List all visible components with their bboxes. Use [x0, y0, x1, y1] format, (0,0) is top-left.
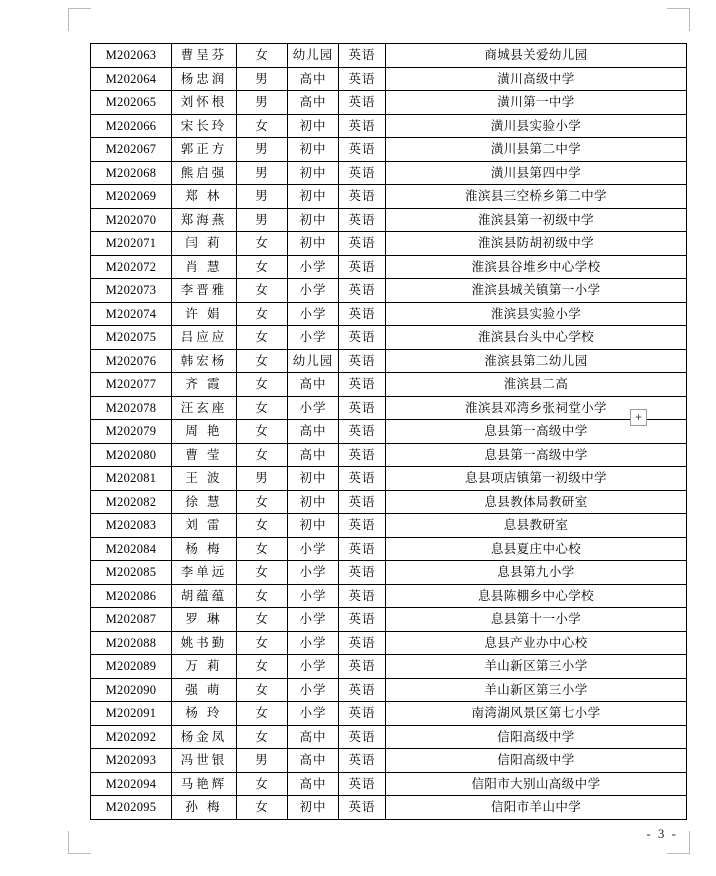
table-cell: 冯世银 [172, 749, 237, 773]
table-cell: M202092 [91, 725, 172, 749]
table-cell: M202091 [91, 702, 172, 726]
table-cell: 姚书勤 [172, 631, 237, 655]
table-cell: 女 [237, 443, 288, 467]
table-cell: 息县陈棚乡中心学校 [386, 584, 687, 608]
table-cell: 初中 [288, 490, 339, 514]
table-cell: 英语 [339, 326, 386, 350]
table-cell: 杨忠润 [172, 67, 237, 91]
table-cell: 英语 [339, 561, 386, 585]
table-row [91, 208, 687, 232]
table-cell: 郑 林 [172, 185, 237, 209]
table-cell: 初中 [288, 208, 339, 232]
table-cell: 女 [237, 396, 288, 420]
table-cell: 高中 [288, 772, 339, 796]
table-cell: 女 [237, 608, 288, 632]
table-cell: 女 [237, 420, 288, 444]
table-cell: 英语 [339, 91, 386, 115]
crop-mark-top-right [667, 8, 690, 31]
table-cell: 女 [237, 279, 288, 303]
table-cell: 英语 [339, 749, 386, 773]
table-cell: 高中 [288, 420, 339, 444]
table-row [91, 584, 687, 608]
table-cell: 男 [237, 208, 288, 232]
table-cell: M202065 [91, 91, 172, 115]
table-cell: 男 [237, 161, 288, 185]
table-cell: 孙 梅 [172, 796, 237, 820]
table-cell: 女 [237, 796, 288, 820]
table-cell: 淮滨县二高 [386, 373, 687, 397]
table-cell: 小学 [288, 537, 339, 561]
table-cell: 初中 [288, 467, 339, 491]
table-cell: 英语 [339, 185, 386, 209]
table-cell: 齐 霞 [172, 373, 237, 397]
table-cell: 淮滨县台头中心学校 [386, 326, 687, 350]
table-cell: 闫 莉 [172, 232, 237, 256]
table-cell: 淮滨县谷堆乡中心学校 [386, 255, 687, 279]
table-cell: 高中 [288, 67, 339, 91]
table-cell: 许 娟 [172, 302, 237, 326]
table-cell: 女 [237, 561, 288, 585]
table-cell: 息县第一高级中学 [386, 443, 687, 467]
table-cell: 女 [237, 114, 288, 138]
table-cell: 胡蕴蕴 [172, 584, 237, 608]
table-cell: 英语 [339, 208, 386, 232]
table-cell: M202063 [91, 44, 172, 68]
table-cell: M202069 [91, 185, 172, 209]
table-cell: 信阳市羊山中学 [386, 796, 687, 820]
table-cell: 初中 [288, 161, 339, 185]
table-cell: M202071 [91, 232, 172, 256]
table-cell: 英语 [339, 584, 386, 608]
table-cell: 英语 [339, 373, 386, 397]
table-row [91, 702, 687, 726]
table-cell: 女 [237, 302, 288, 326]
table-row [91, 608, 687, 632]
table-cell: 初中 [288, 114, 339, 138]
table-cell: 宋长玲 [172, 114, 237, 138]
table-row [91, 326, 687, 350]
table-cell: M202073 [91, 279, 172, 303]
table-cell: 英语 [339, 725, 386, 749]
table-row [91, 537, 687, 561]
table-cell: 淮滨县第二幼儿园 [386, 349, 687, 373]
table-row [91, 443, 687, 467]
table-cell: 信阳高级中学 [386, 749, 687, 773]
table-cell: 周 艳 [172, 420, 237, 444]
table-cell: M202068 [91, 161, 172, 185]
table-cell: 男 [237, 185, 288, 209]
table-cell: 英语 [339, 678, 386, 702]
table-cell: 刘怀根 [172, 91, 237, 115]
table-row [91, 349, 687, 373]
table-cell: 女 [237, 255, 288, 279]
table-cell: 男 [237, 91, 288, 115]
table-cell: 女 [237, 232, 288, 256]
table-add-row-handle[interactable]: + [630, 409, 647, 426]
table-row [91, 161, 687, 185]
table-cell: M202078 [91, 396, 172, 420]
table-cell: M202095 [91, 796, 172, 820]
table-row [91, 44, 687, 68]
table-cell: 万 莉 [172, 655, 237, 679]
table-cell: 潢川县第四中学 [386, 161, 687, 185]
table-cell: M202093 [91, 749, 172, 773]
table-cell: M202070 [91, 208, 172, 232]
table-row [91, 514, 687, 538]
table-cell: 息县夏庄中心校 [386, 537, 687, 561]
table-cell: 息县项店镇第一初级中学 [386, 467, 687, 491]
table-cell: 曹 莹 [172, 443, 237, 467]
table-row [91, 114, 687, 138]
table-cell: M202075 [91, 326, 172, 350]
table-row [91, 373, 687, 397]
table-cell: 男 [237, 749, 288, 773]
table-cell: 初中 [288, 232, 339, 256]
table-cell: 英语 [339, 420, 386, 444]
table-cell: 初中 [288, 185, 339, 209]
table-cell: 英语 [339, 279, 386, 303]
table-cell: 杨 梅 [172, 537, 237, 561]
table-cell: 女 [237, 655, 288, 679]
table-cell: 潢川县实验小学 [386, 114, 687, 138]
table-cell: M202081 [91, 467, 172, 491]
table-cell: 高中 [288, 373, 339, 397]
table-cell: 女 [237, 584, 288, 608]
table-cell: 高中 [288, 749, 339, 773]
table-cell: 女 [237, 514, 288, 538]
table-cell: 羊山新区第三小学 [386, 678, 687, 702]
table-cell: M202066 [91, 114, 172, 138]
table-cell: 小学 [288, 702, 339, 726]
table-cell: 刘 雷 [172, 514, 237, 538]
table-cell: 英语 [339, 490, 386, 514]
table-cell: 英语 [339, 67, 386, 91]
table-cell: 女 [237, 702, 288, 726]
table-cell: 小学 [288, 255, 339, 279]
table-cell: M202082 [91, 490, 172, 514]
table-cell: 初中 [288, 796, 339, 820]
table-cell: M202085 [91, 561, 172, 585]
table-row [91, 678, 687, 702]
table-cell: 淮滨县三空桥乡第二中学 [386, 185, 687, 209]
table-cell: 英语 [339, 114, 386, 138]
table-cell: 英语 [339, 796, 386, 820]
table-row [91, 655, 687, 679]
table-cell: M202084 [91, 537, 172, 561]
table-row [91, 772, 687, 796]
table-cell: 小学 [288, 655, 339, 679]
table-cell: 英语 [339, 161, 386, 185]
table-cell: 英语 [339, 772, 386, 796]
table-cell: 郭正方 [172, 138, 237, 162]
table-cell: 淮滨县邓湾乡张祠堂小学 [386, 396, 687, 420]
table-cell: 息县第九小学 [386, 561, 687, 585]
table-cell: 女 [237, 537, 288, 561]
table-cell: M202090 [91, 678, 172, 702]
table-cell: 男 [237, 467, 288, 491]
table-cell: 英语 [339, 608, 386, 632]
table-cell: 汪玄座 [172, 396, 237, 420]
table-cell: 淮滨县实验小学 [386, 302, 687, 326]
table-cell: 李单远 [172, 561, 237, 585]
table-row [91, 725, 687, 749]
table-cell: 英语 [339, 443, 386, 467]
table-cell: 小学 [288, 584, 339, 608]
table-cell: 英语 [339, 232, 386, 256]
table-cell: 息县教体局教研室 [386, 490, 687, 514]
table-cell: M202064 [91, 67, 172, 91]
table-cell: 女 [237, 44, 288, 68]
table-row [91, 561, 687, 585]
crop-mark-top-left [68, 8, 91, 31]
table-cell: 息县产业办中心校 [386, 631, 687, 655]
table-cell: 英语 [339, 537, 386, 561]
table-row [91, 467, 687, 491]
table-cell: 高中 [288, 725, 339, 749]
table-row [91, 490, 687, 514]
table-cell: 英语 [339, 349, 386, 373]
table-row [91, 631, 687, 655]
table-cell: 初中 [288, 514, 339, 538]
table-cell: 吕应应 [172, 326, 237, 350]
table-cell: 幼儿园 [288, 44, 339, 68]
table-cell: 杨 玲 [172, 702, 237, 726]
table-cell: M202087 [91, 608, 172, 632]
table-row [91, 279, 687, 303]
table-cell: 幼儿园 [288, 349, 339, 373]
table-cell: 小学 [288, 678, 339, 702]
table-cell: 韩宏杨 [172, 349, 237, 373]
table-row [91, 232, 687, 256]
table-cell: 男 [237, 67, 288, 91]
table-cell: 潢川第一中学 [386, 91, 687, 115]
table-cell: 女 [237, 631, 288, 655]
table-cell: 英语 [339, 702, 386, 726]
table-cell: 王 波 [172, 467, 237, 491]
table-cell: 女 [237, 373, 288, 397]
table-cell: 英语 [339, 655, 386, 679]
table-cell: 小学 [288, 302, 339, 326]
table-cell: 熊启强 [172, 161, 237, 185]
page-number: - 3 - [646, 826, 678, 841]
table-cell: 小学 [288, 608, 339, 632]
table-cell: M202077 [91, 373, 172, 397]
table-cell: 英语 [339, 302, 386, 326]
table-row [91, 185, 687, 209]
table-cell: 潢川高级中学 [386, 67, 687, 91]
table-cell: 商城县关爱幼儿园 [386, 44, 687, 68]
table-cell: 淮滨县防胡初级中学 [386, 232, 687, 256]
table-cell: 息县教研室 [386, 514, 687, 538]
table-cell: 女 [237, 725, 288, 749]
table-cell: 英语 [339, 44, 386, 68]
table-cell: M202086 [91, 584, 172, 608]
table-cell: 羊山新区第三小学 [386, 655, 687, 679]
table-cell: 南湾湖风景区第七小学 [386, 702, 687, 726]
roster-table [90, 43, 687, 820]
table-cell: 郑海燕 [172, 208, 237, 232]
table-cell: M202094 [91, 772, 172, 796]
table-row [91, 796, 687, 820]
table-cell: 女 [237, 349, 288, 373]
table-cell: 罗 琳 [172, 608, 237, 632]
table-cell: M202072 [91, 255, 172, 279]
table-cell: M202076 [91, 349, 172, 373]
table-cell: 高中 [288, 443, 339, 467]
table-row [91, 67, 687, 91]
table-cell: 杨金凤 [172, 725, 237, 749]
table-row [91, 91, 687, 115]
table-cell: 曹呈芬 [172, 44, 237, 68]
table-row [91, 749, 687, 773]
table-cell: 女 [237, 678, 288, 702]
table-cell: 女 [237, 490, 288, 514]
table-cell: 淮滨县城关镇第一小学 [386, 279, 687, 303]
table-cell: M202067 [91, 138, 172, 162]
table-cell: 马艳辉 [172, 772, 237, 796]
table-cell: 英语 [339, 467, 386, 491]
table-row [91, 138, 687, 162]
table-cell: 英语 [339, 138, 386, 162]
table-cell: 英语 [339, 396, 386, 420]
table-cell: M202088 [91, 631, 172, 655]
table-cell: 李晋雅 [172, 279, 237, 303]
table-cell: 强 萌 [172, 678, 237, 702]
table-cell: 淮滨县第一初级中学 [386, 208, 687, 232]
table-cell: 潢川县第二中学 [386, 138, 687, 162]
table-cell: M202079 [91, 420, 172, 444]
table-cell: 肖 慧 [172, 255, 237, 279]
table-cell: 小学 [288, 561, 339, 585]
table-cell: 信阳高级中学 [386, 725, 687, 749]
table-cell: M202074 [91, 302, 172, 326]
table-cell: 初中 [288, 138, 339, 162]
table-cell: 高中 [288, 91, 339, 115]
table-cell: M202080 [91, 443, 172, 467]
table-cell: M202083 [91, 514, 172, 538]
table-cell: 英语 [339, 514, 386, 538]
table-cell: 息县第十一小学 [386, 608, 687, 632]
table-cell: 女 [237, 326, 288, 350]
table-row [91, 302, 687, 326]
table-cell: 小学 [288, 279, 339, 303]
table-row [91, 255, 687, 279]
table-cell: 息县第一高级中学 [386, 420, 687, 444]
table-cell: 英语 [339, 255, 386, 279]
table-cell: 小学 [288, 326, 339, 350]
table-cell: M202089 [91, 655, 172, 679]
table-row [91, 420, 687, 444]
table-cell: 英语 [339, 631, 386, 655]
table-cell: 小学 [288, 396, 339, 420]
table-cell: 小学 [288, 631, 339, 655]
table-cell: 女 [237, 772, 288, 796]
table-cell: 信阳市大别山高级中学 [386, 772, 687, 796]
table-cell: 男 [237, 138, 288, 162]
table-row [91, 396, 687, 420]
table-cell: 徐 慧 [172, 490, 237, 514]
